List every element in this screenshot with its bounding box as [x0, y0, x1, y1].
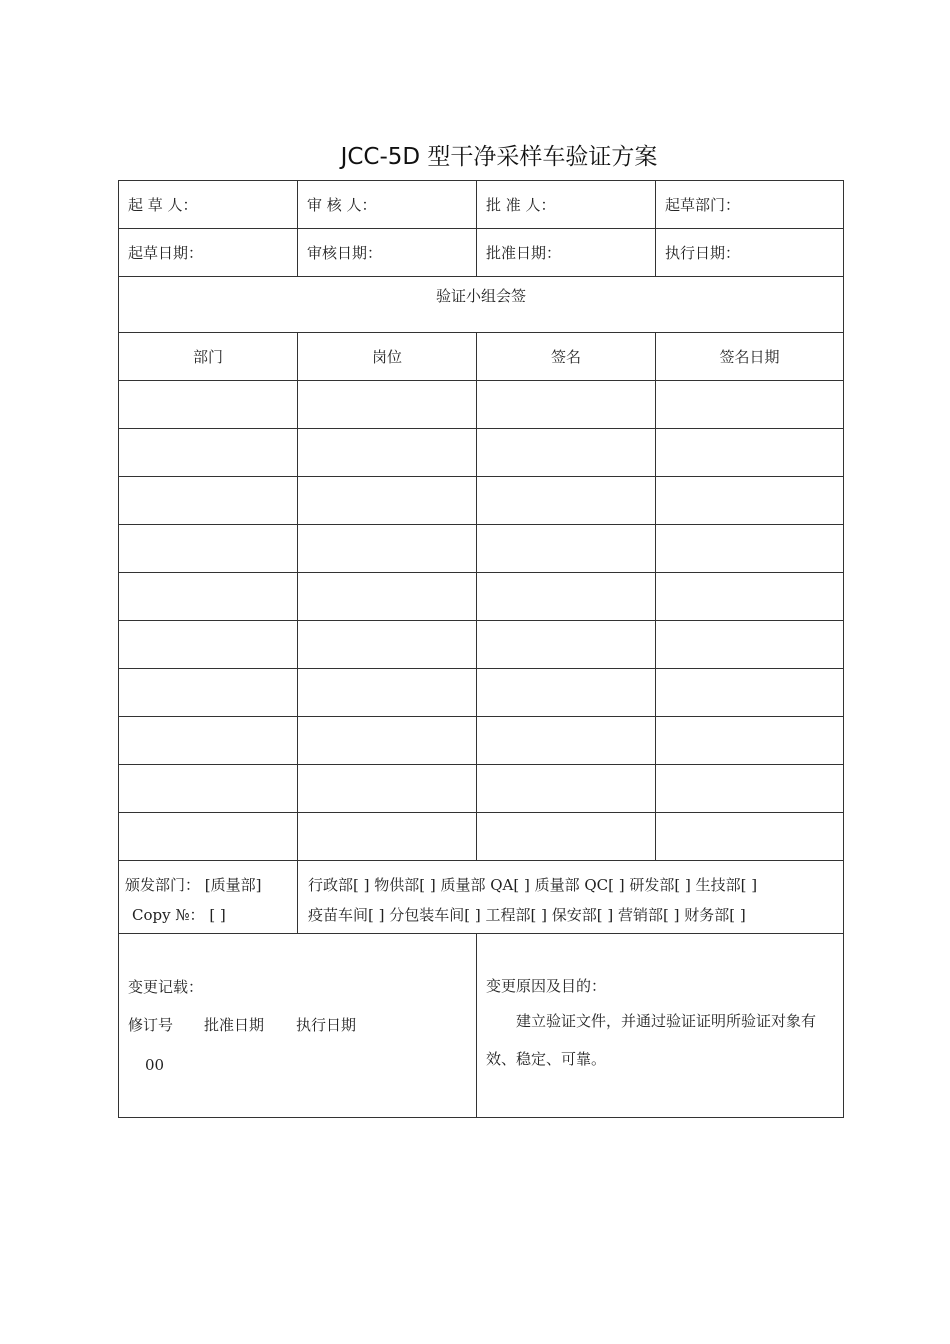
position-cell[interactable] [298, 669, 477, 717]
change-reason-label: 变更原因及目的： [486, 977, 607, 995]
signature-cell[interactable] [477, 381, 656, 429]
revision-header [128, 1013, 467, 1037]
position-cell[interactable] [298, 765, 477, 813]
col-header-position: 岗位 [298, 333, 477, 381]
department-cell[interactable] [119, 429, 298, 477]
signoff-row [119, 765, 844, 813]
signature-date-cell[interactable] [656, 717, 844, 765]
draft-date-field[interactable]: 起草日期： [119, 229, 298, 277]
document-title: JCC-5D 型干净采样车验证方案 [340, 144, 658, 170]
department-cell[interactable] [119, 381, 298, 429]
distribution-depts-cell [298, 861, 844, 934]
change-reason-text: 建立验证文件，并通过验证证明所验证对象有效、稳定、可靠。 [486, 1012, 817, 1068]
signature-date-cell[interactable] [656, 669, 844, 717]
col-header-signature-date: 签名日期 [656, 333, 844, 381]
signoff-row [119, 477, 844, 525]
signature-date-cell[interactable] [656, 621, 844, 669]
signoff-title: 验证小组会签 [119, 277, 844, 333]
distribution-row [119, 861, 844, 934]
signature-date-cell[interactable] [656, 429, 844, 477]
signature-date-cell[interactable] [656, 381, 844, 429]
department-cell[interactable] [119, 813, 298, 861]
department-cell[interactable] [119, 669, 298, 717]
department-cell[interactable] [119, 621, 298, 669]
issuer-cell [119, 861, 298, 934]
signature-cell[interactable] [477, 765, 656, 813]
position-cell[interactable] [298, 525, 477, 573]
signature-date-cell[interactable] [656, 477, 844, 525]
header-row-1 [119, 181, 844, 229]
drafting-dept-field[interactable]: 起草部门： [656, 181, 844, 229]
col-header-department: 部门 [119, 333, 298, 381]
position-cell[interactable] [298, 381, 477, 429]
execution-date-field[interactable]: 执行日期： [656, 229, 844, 277]
signature-cell[interactable] [477, 669, 656, 717]
department-cell[interactable] [119, 573, 298, 621]
validation-form-table [118, 180, 844, 1118]
drafter-field[interactable]: 起 草 人： [119, 181, 298, 229]
department-cell[interactable] [119, 525, 298, 573]
signoff-row [119, 717, 844, 765]
position-cell[interactable] [298, 813, 477, 861]
department-cell[interactable] [119, 477, 298, 525]
signature-date-cell[interactable] [656, 573, 844, 621]
position-cell[interactable] [298, 477, 477, 525]
position-cell[interactable] [298, 429, 477, 477]
approver-field[interactable]: 批 准 人： [477, 181, 656, 229]
signature-cell[interactable] [477, 429, 656, 477]
copy-number-line[interactable]: Copy №： [ ] [132, 906, 226, 924]
signoff-row [119, 429, 844, 477]
approval-date-field[interactable]: 批准日期： [477, 229, 656, 277]
change-row [119, 934, 844, 1118]
issuer-line: 颁发部门： [质量部] [125, 876, 262, 894]
signature-cell[interactable] [477, 525, 656, 573]
department-cell[interactable] [119, 765, 298, 813]
exec-date-col-label: 执行日期 [296, 1016, 357, 1034]
signature-cell[interactable] [477, 477, 656, 525]
signoff-row [119, 813, 844, 861]
dept-checklist-line-2[interactable]: 疫苗车间[ ] 分包装车间[ ] 工程部[ ] 保安部[ ] 营销部[ ] 财务部[ ] [308, 906, 746, 924]
signoff-title-row [119, 277, 844, 333]
signature-date-cell[interactable] [656, 813, 844, 861]
signoff-row [119, 573, 844, 621]
reviewer-field[interactable]: 审 核 人： [298, 181, 477, 229]
dept-checklist-line-1[interactable]: 行政部[ ] 物供部[ ] 质量部 QA[ ] 质量部 QC[ ] 研发部[ ] 生技部[ ] [308, 876, 758, 894]
signoff-row [119, 669, 844, 717]
change-record-label: 变更记载： [128, 978, 204, 996]
position-cell[interactable] [298, 573, 477, 621]
revision-col-label: 修订号 [128, 1016, 174, 1034]
signoff-row [119, 525, 844, 573]
position-cell[interactable] [298, 621, 477, 669]
signature-cell[interactable] [477, 573, 656, 621]
revision-number: 00 [145, 1056, 165, 1074]
approve-date-col-label: 批准日期 [204, 1016, 265, 1034]
change-reason-cell [477, 934, 844, 1118]
department-cell[interactable] [119, 717, 298, 765]
signoff-row [119, 621, 844, 669]
signature-date-cell[interactable] [656, 525, 844, 573]
change-record-cell [119, 934, 477, 1118]
review-date-field[interactable]: 审核日期： [298, 229, 477, 277]
signature-cell[interactable] [477, 717, 656, 765]
signature-cell[interactable] [477, 621, 656, 669]
signoff-header-row [119, 333, 844, 381]
signature-date-cell[interactable] [656, 765, 844, 813]
header-row-2 [119, 229, 844, 277]
signature-cell[interactable] [477, 813, 656, 861]
col-header-signature: 签名 [477, 333, 656, 381]
signoff-row [119, 381, 844, 429]
position-cell[interactable] [298, 717, 477, 765]
